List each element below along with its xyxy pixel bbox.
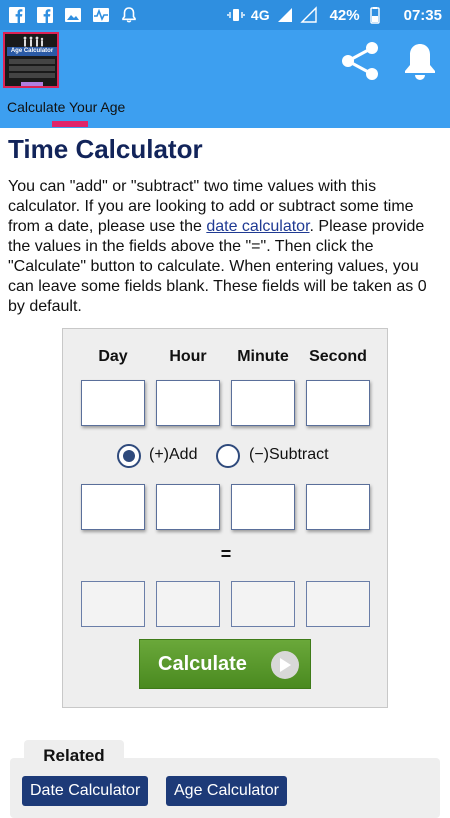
share-button[interactable] [336, 40, 384, 82]
calculate-button[interactable] [139, 639, 311, 689]
bell-outline-icon [120, 6, 138, 24]
column-header-day: Day [98, 348, 128, 365]
subtract-radio[interactable] [216, 444, 240, 468]
related-heading: Related [24, 740, 124, 770]
app-bar [0, 30, 450, 128]
intro-part1: You can "add" or "subtract" two time values with this calculator. If you are looking to add or subtract some time from a date, please use the [8, 178, 414, 235]
intro-text [8, 177, 446, 317]
result-minute-field [231, 581, 295, 627]
column-header-minute: Minute [237, 348, 289, 365]
network-type: 4G [250, 7, 270, 23]
date-calculator-link[interactable]: date calculator [206, 218, 310, 235]
status-bar [0, 0, 450, 30]
app-logo[interactable] [3, 32, 59, 88]
activity-icon [92, 6, 110, 24]
vibrate-icon [227, 6, 245, 24]
result-day-field [81, 581, 145, 627]
tab-indicator [52, 121, 88, 127]
second-minute-input[interactable] [231, 484, 295, 530]
logo-row [9, 59, 55, 64]
second-second-input[interactable] [306, 484, 370, 530]
second-hour-input[interactable] [156, 484, 220, 530]
app-subtitle[interactable]: Calculate Your Age [7, 99, 126, 115]
bell-icon [402, 41, 438, 81]
facebook-icon [36, 6, 54, 24]
related-link-age-calculator[interactable]: Age Calculator [166, 776, 287, 806]
result-hour-field [156, 581, 220, 627]
second-day-input[interactable] [81, 484, 145, 530]
time-calculator-form [62, 328, 388, 708]
notification-icons [8, 6, 138, 24]
add-label[interactable]: (+)Add [149, 446, 198, 463]
logo-row [9, 73, 55, 78]
facebook-icon [8, 6, 26, 24]
people-icon [21, 36, 45, 47]
gallery-icon [64, 6, 82, 24]
result-second-field [306, 581, 370, 627]
notifications-button[interactable] [398, 38, 442, 84]
page-title: Time Calculator [8, 134, 203, 164]
related-link-date-calculator[interactable]: Date Calculator [22, 776, 148, 806]
subtract-label[interactable]: (−)Subtract [249, 446, 329, 463]
column-header-hour: Hour [169, 348, 207, 365]
operation-selector [63, 441, 389, 471]
logo-row [9, 66, 55, 71]
logo-button [21, 82, 43, 87]
first-minute-input[interactable] [231, 380, 295, 426]
intro-part2: . Please provide the values in the fields above the "=". Then click the "Calculate" button to calculate. When entering values, you can leave some fields blank. These fields will be taken as 0 by default. [8, 218, 427, 315]
first-hour-input[interactable] [156, 380, 220, 426]
signal-empty-icon [300, 6, 318, 24]
battery-icon [366, 6, 384, 24]
share-icon [338, 41, 382, 81]
calculate-button-label: Calculate [158, 653, 247, 675]
equals-sign: = [220, 544, 232, 564]
logo-title: Age Calculator [7, 47, 57, 56]
signal-icon [276, 6, 294, 24]
column-header-second: Second [309, 348, 367, 365]
first-day-input[interactable] [81, 380, 145, 426]
first-second-input[interactable] [306, 380, 370, 426]
system-indicators [227, 6, 442, 24]
add-radio[interactable] [117, 444, 141, 468]
battery-level: 42% [329, 6, 360, 24]
clock: 07:35 [403, 6, 442, 24]
play-arrow-icon [271, 651, 299, 679]
